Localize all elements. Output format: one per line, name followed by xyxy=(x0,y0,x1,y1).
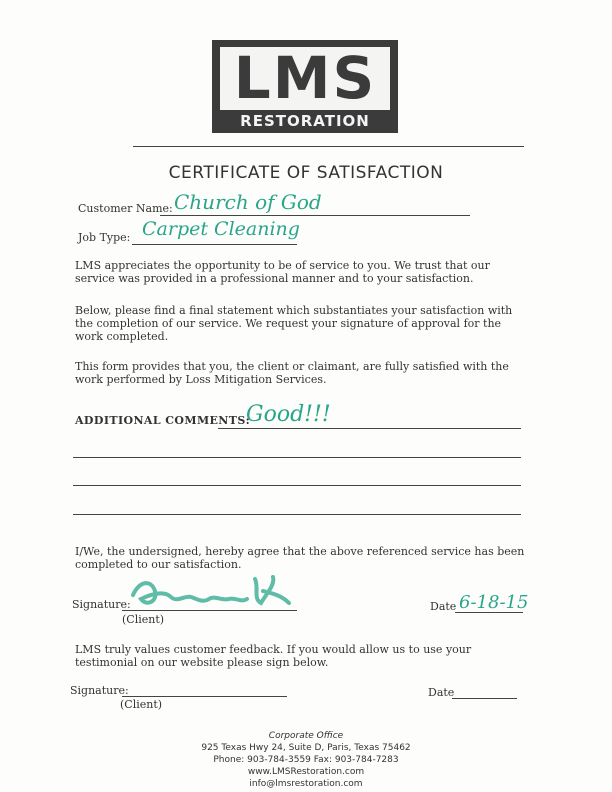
comments-line-4 xyxy=(73,514,521,515)
testimonial-signature-line xyxy=(122,696,287,697)
statement-paragraph: Below, please find a final statement which substantiates your satisfaction with the completion of our service. We request your signature of approval for the work completed. xyxy=(75,304,513,343)
footer-address: 925 Texas Hwy 24, Suite D, Paris, Texas 75462 xyxy=(201,743,411,753)
footer-office: Corporate Office xyxy=(268,731,344,741)
logo-panel xyxy=(220,44,390,112)
logo-subtext: RESTORATION xyxy=(240,112,370,130)
lms-logo xyxy=(212,40,398,133)
footer-email[interactable]: info@lmsrestoration.com xyxy=(249,779,363,789)
footer-phone: Phone: 903-784-3559 Fax: 903-784-7283 xyxy=(213,755,399,765)
testimonial-client-label: (Client) xyxy=(120,698,163,711)
comments-line-1 xyxy=(218,428,521,429)
testimonial-signature-label: Signature: xyxy=(70,684,129,697)
customer-name-line xyxy=(160,215,470,216)
comments-line-2 xyxy=(73,457,521,458)
logo-text: LMS xyxy=(233,44,377,112)
date-label: Date xyxy=(430,600,457,613)
date-value: 6-18-15 xyxy=(459,592,529,613)
footer-website[interactable]: www.LMSRestoration.com xyxy=(247,767,365,777)
job-type-label: Job Type: xyxy=(78,231,131,244)
customer-name-label: Customer Name: xyxy=(78,202,173,215)
form-paragraph: This form provides that you, the client or claimant, are fully satisfied with the work performed by Loss Mitigation Services. xyxy=(75,360,509,386)
testimonial-date-label: Date xyxy=(428,686,455,699)
agreement-paragraph: I/We, the undersigned, hereby agree that the above referenced service has been completed to our satisfaction. xyxy=(75,545,525,571)
signature-label: Signature: xyxy=(72,598,131,611)
comments-value: Good!!! xyxy=(246,402,331,427)
signature-client-label: (Client) xyxy=(122,613,165,626)
feedback-paragraph: LMS truly values customer feedback. If you would allow us to use your testimonial on our website please sign below. xyxy=(75,643,472,669)
job-type-line xyxy=(132,244,297,245)
customer-name-value: Church of God xyxy=(174,190,322,214)
header-divider xyxy=(133,146,524,147)
intro-paragraph: LMS appreciates the opportunity to be of service to you. We trust that our service was provided in a professional manner and to your satisfaction. xyxy=(75,259,490,285)
job-type-value: Carpet Cleaning xyxy=(142,218,300,240)
testimonial-date-line xyxy=(452,698,517,699)
comments-line-3 xyxy=(73,485,521,486)
signature-scribble-icon xyxy=(125,573,295,613)
comments-label: ADDITIONAL COMMENTS: xyxy=(75,414,251,427)
page-title: CERTIFICATE OF SATISFACTION xyxy=(168,163,444,183)
